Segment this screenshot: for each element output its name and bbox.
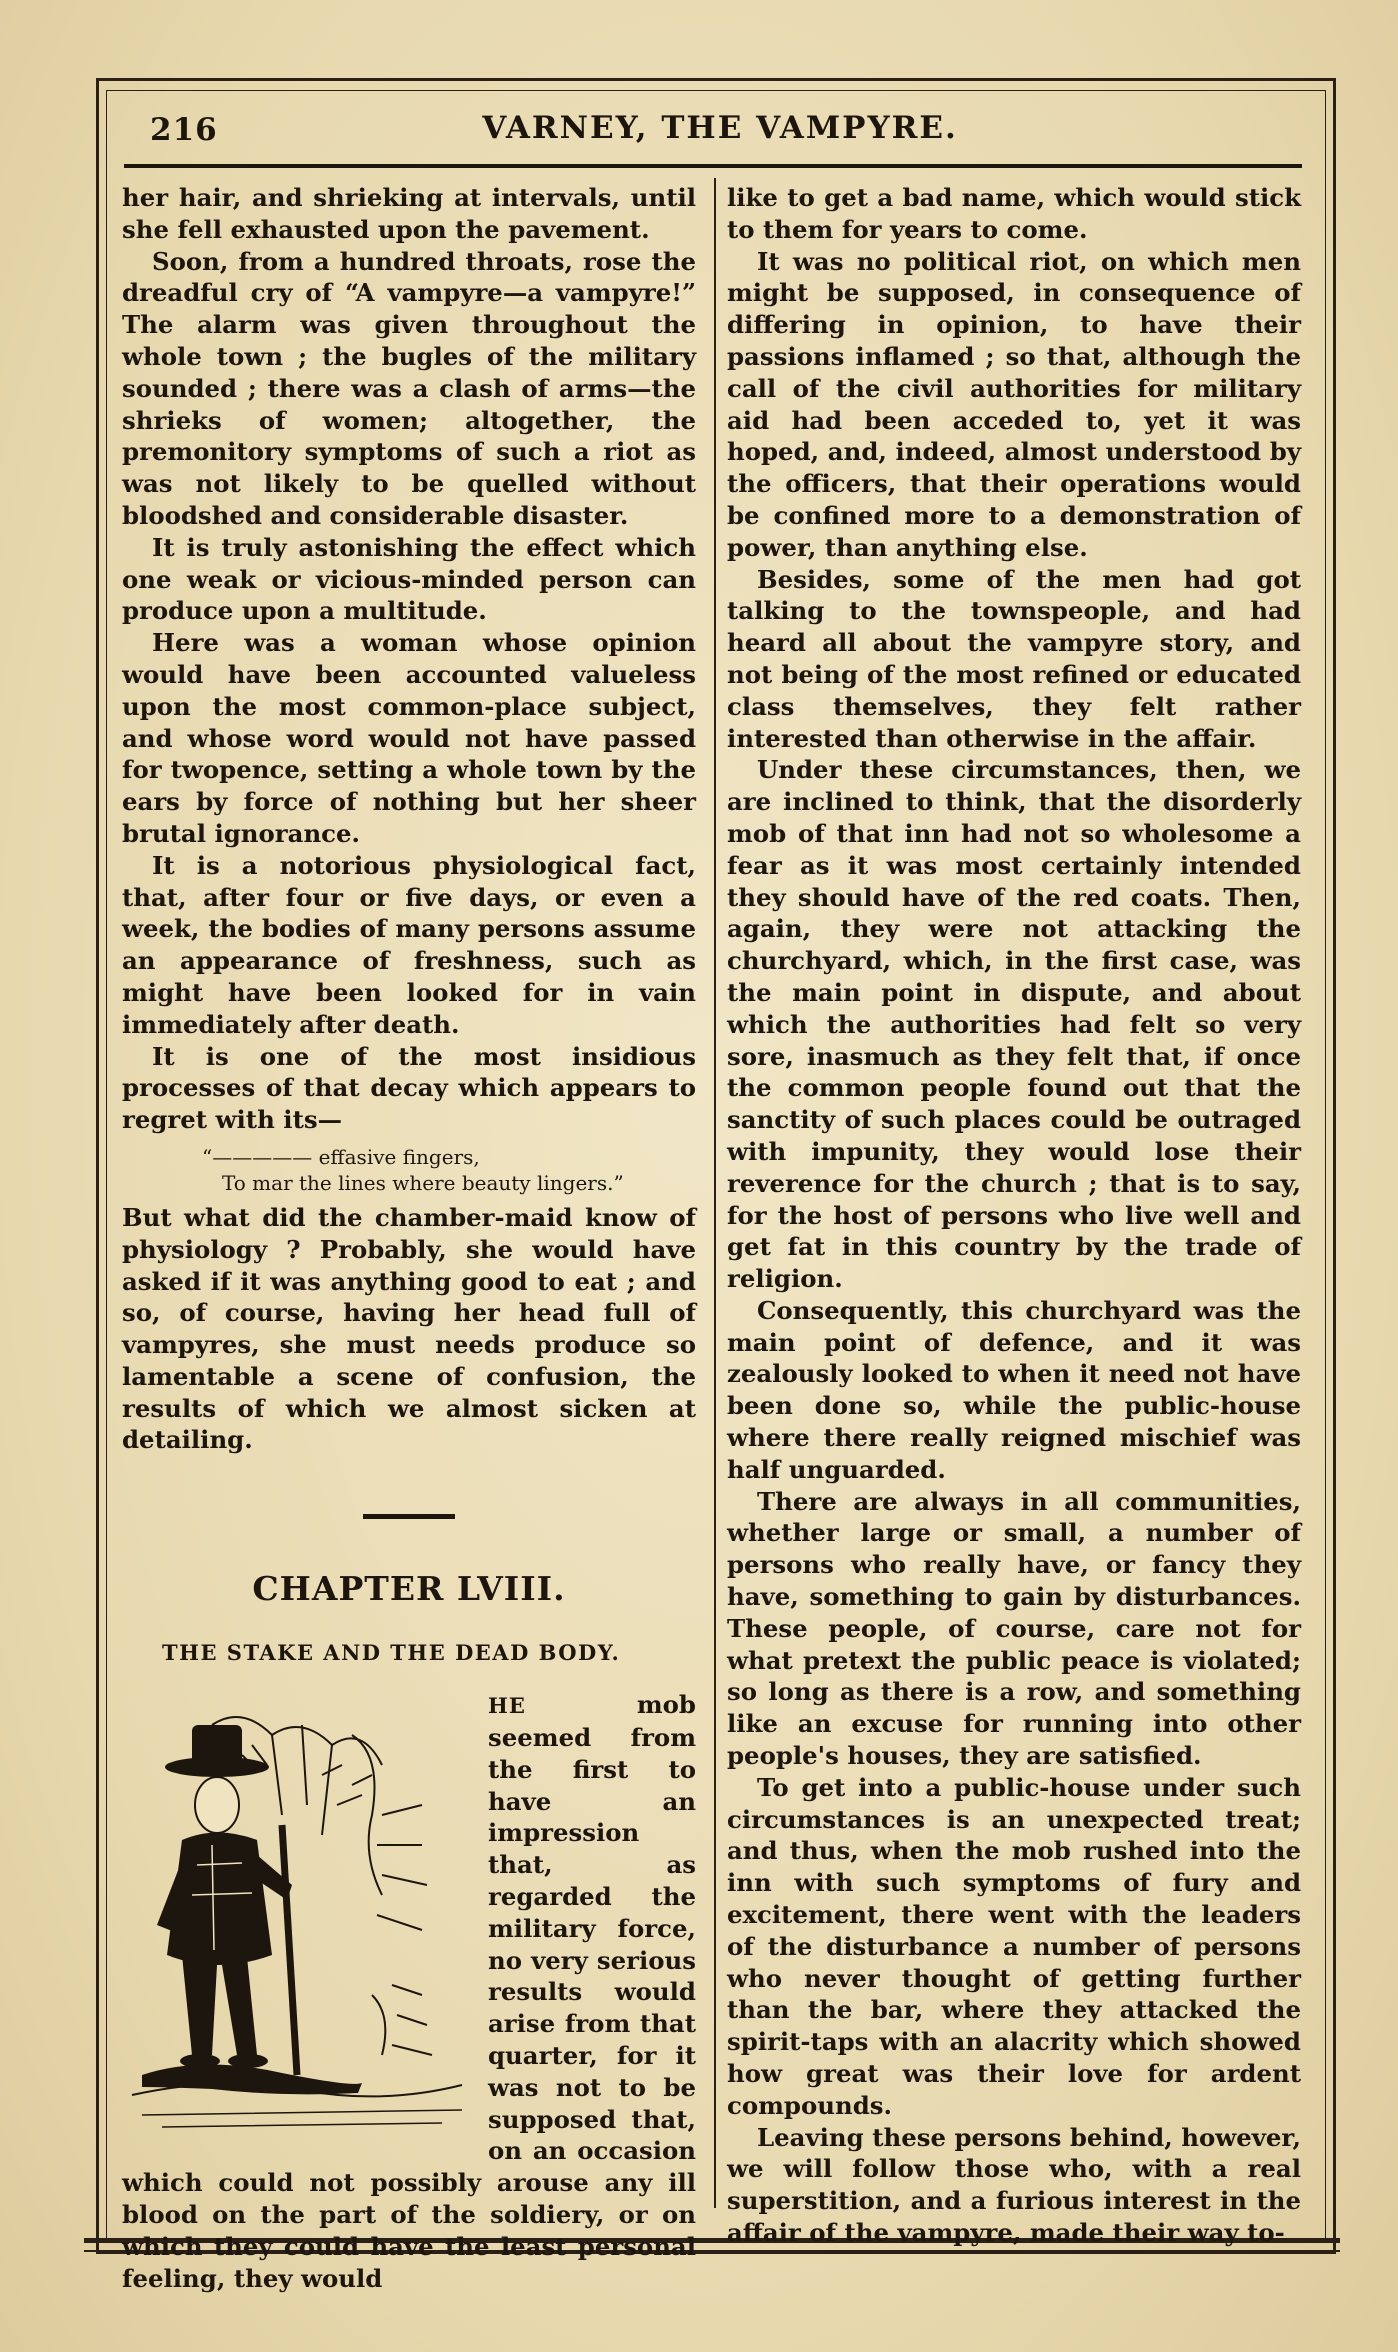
- verse-line: “————— effasive fingers,: [202, 1144, 480, 1169]
- column-divider: [714, 178, 716, 2208]
- drop-cap: HE: [488, 1693, 526, 1719]
- paragraph: Besides, some of the men had got talking to the townspeople, and had heard all about the vampyre story, and not being of the most refined or educated class themselves, they felt rather interested than otherwise in the affair.: [727, 564, 1301, 753]
- chapter-divider: [363, 1514, 455, 1519]
- paragraph: It was no political riot, on which men might be supposed, in consequence of differing in opinion, to have their passions inflamed ; so that, although the call of the civil authorities for military aid had been acceded to, yet it was hoped, and, indeed, almost understood by the officers, that their operations would be confined more to a demonstration of power, than anything else.: [727, 246, 1301, 562]
- paragraph: Soon, from a hundred throats, rose the dreadful cry of “A vampyre—a vampyre!” The alarm was given throughout the whole town ; the bugles of the military sounded ; there was a clash of arms—the shrieks of women; altogether, the premonitory symptoms of such a riot as was not likely to be quelled without bloodshed and considerable disaster.: [122, 246, 696, 530]
- verse-line: To mar the lines where beauty lingers.”: [222, 1170, 624, 1195]
- paragraph: Leaving these persons behind, however, we will follow those who, with a real superstition, and a furious interest in the affair of the vampyre, made their way to-: [727, 2122, 1301, 2247]
- woodcut-illustration-icon: [122, 1695, 476, 2141]
- paragraph: like to get a bad name, which would stick to them for years to come.: [727, 183, 1301, 244]
- paragraph: Under these circumstances, then, we are inclined to think, that the disorderly mob of that inn had not so wholesome a fear as it was most certainly intended they should have of the red coats. Then, again, they were not attacking the churchyard, which, in the first case, was the main point in dispute, and about which the authorities had felt so very sore, inasmuch as they felt that, if once the common people found out that the sanctity of such places could be outraged with impunity, they would lose their reverence for the church ; that is to say, for the host of persons who live well and get fat in this country by the trade of religion.: [727, 755, 1301, 1294]
- paragraph: Consequently, this churchyard was the main point of defence, and it was zealously looked to when it need not have been done so, while the public-house where there really reigned mischief was half unguarded.: [727, 1295, 1301, 1484]
- page-number: 216: [150, 112, 218, 148]
- chapter-paragraph-text: mob seemed from the first to have an impression that, as regarded the military force, no very serious results would arise from that quarter, for it was not to be supposed that, on an occasion which could not possibly arouse any ill blood on the part of the soldiery, or on which they could have the least personal feeling, they would: [122, 1690, 696, 2293]
- paragraph: It is a notorious physiological fact, that, after four or five days, or even a week, the bodies of many persons assume an appearance of freshness, such as might have been looked for in vain immediately after death.: [122, 850, 696, 1039]
- chapter-title: CHAPTER LVIII.: [252, 1569, 566, 1609]
- chapter-opening: [122, 1689, 696, 2294]
- paragraph: But what did the chamber-maid know of physiology ? Probably, she would have asked if it was anything good to eat ; and so, of course, having her head full of vampyres, she must needs produce so lamentable a scene of confusion, the results of which we almost sicken at detailing.: [122, 1202, 696, 1455]
- paragraph: her hair, and shrieking at intervals, until she fell exhausted upon the pavement.: [122, 183, 696, 244]
- left-column: [122, 182, 696, 2294]
- verse-quote: [122, 1144, 696, 1196]
- right-column: [727, 182, 1301, 2249]
- paragraph: To get into a public-house under such circumstances is an unexpected treat; and thus, when the mob rushed into the inn with such symptoms of fury and excitement, there went with the leaders of the disturbance a number of persons who never thought of getting further than the bar, where they attacked the spirit-taps with an alacrity which showed how great was their love for ardent compounds.: [727, 1772, 1301, 2120]
- paragraph: There are always in all communities, whether large or small, a number of persons who really have, or fancy they have, something to gain by disturbances. These people, of course, care not for what pretext the public peace is violated; so long as there is a row, and something like an excuse for running into other people's houses, they are satisfied.: [727, 1486, 1301, 1771]
- paragraph: Here was a woman whose opinion would have been accounted valueless upon the most common-place subject, and whose word would not have passed for twopence, setting a whole town by the ears by force of nothing but her sheer brutal ignorance.: [122, 628, 696, 848]
- paragraph: It is truly astonishing the effect which one weak or vicious-minded person can produce upon a multitude.: [122, 532, 696, 626]
- header-rule: [124, 164, 1302, 168]
- running-title: VARNEY, THE VAMPYRE.: [482, 110, 958, 146]
- paragraph: It is one of the most insidious processes of that decay which appears to regret with its—: [122, 1041, 696, 1135]
- chapter-subtitle: THE STAKE AND THE DEAD BODY.: [162, 1640, 621, 1666]
